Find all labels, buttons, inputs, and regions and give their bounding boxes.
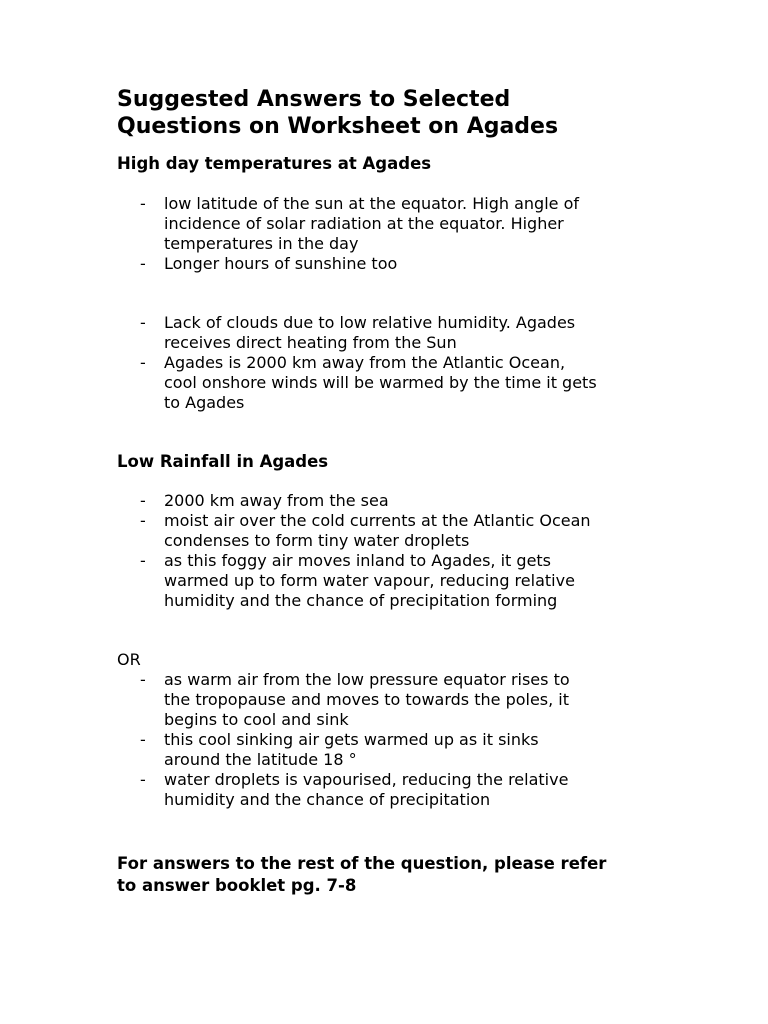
rainfall-list-a bbox=[137, 491, 677, 611]
list-item-line: the tropopause and moves to towards the poles, it bbox=[164, 690, 570, 709]
section-heading-rainfall: Low Rainfall in Agades bbox=[117, 452, 329, 471]
temperature-list-b bbox=[137, 313, 677, 413]
section-heading-temperatures: High day temperatures at Agades bbox=[117, 154, 432, 173]
list-item-line: Agades is 2000 km away from the Atlantic Ocean, bbox=[164, 353, 566, 372]
list-item-line: around the latitude 18 ° bbox=[164, 750, 357, 769]
list-item bbox=[137, 770, 677, 810]
list-item bbox=[137, 670, 677, 730]
list-item bbox=[137, 511, 677, 551]
list-item-line: warmed up to form water vapour, reducing relative bbox=[164, 571, 575, 590]
list-item-line: moist air over the cold currents at the Atlantic Ocean bbox=[164, 511, 591, 530]
list-item-line: receives direct heating from the Sun bbox=[164, 333, 457, 352]
footer-note bbox=[117, 853, 717, 897]
bullet-dash: - bbox=[140, 511, 146, 530]
bullet-dash: - bbox=[140, 254, 146, 273]
list-item bbox=[137, 353, 677, 413]
bullet-dash: - bbox=[140, 353, 146, 372]
footer-line-1: For answers to the rest of the question, please refer bbox=[117, 854, 607, 873]
bullet-dash: - bbox=[140, 670, 146, 689]
list-item-line: water droplets is vapourised, reducing the relative bbox=[164, 770, 569, 789]
list-item-line: as this foggy air moves inland to Agades, it gets bbox=[164, 551, 552, 570]
bullet-dash: - bbox=[140, 313, 146, 332]
list-item-line: temperatures in the day bbox=[164, 234, 359, 253]
list-item bbox=[137, 551, 677, 611]
list-item-line: Lack of clouds due to low relative humidity. Agades bbox=[164, 313, 576, 332]
list-item bbox=[137, 194, 677, 254]
list-item-line: begins to cool and sink bbox=[164, 710, 349, 729]
list-item-line: incidence of solar radiation at the equator. Higher bbox=[164, 214, 564, 233]
or-label: OR bbox=[117, 650, 141, 669]
bullet-dash: - bbox=[140, 770, 146, 789]
list-item-line: cool onshore winds will be warmed by the time it gets bbox=[164, 373, 597, 392]
list-item-line: condenses to form tiny water droplets bbox=[164, 531, 470, 550]
title-line-1: Suggested Answers to Selected bbox=[117, 87, 511, 112]
temperature-list-a bbox=[137, 194, 677, 274]
bullet-dash: - bbox=[140, 491, 146, 510]
list-item-line: humidity and the chance of precipitation forming bbox=[164, 591, 558, 610]
bullet-dash: - bbox=[140, 551, 146, 570]
list-item-line: Longer hours of sunshine too bbox=[164, 254, 398, 273]
list-item-line: as warm air from the low pressure equator rises to bbox=[164, 670, 570, 689]
bullet-dash: - bbox=[140, 730, 146, 749]
list-item-line: this cool sinking air gets warmed up as it sinks bbox=[164, 730, 539, 749]
list-item-line: humidity and the chance of precipitation bbox=[164, 790, 491, 809]
list-item-line: to Agades bbox=[164, 393, 245, 412]
page-title bbox=[117, 86, 717, 140]
list-item-line: 2000 km away from the sea bbox=[164, 491, 389, 510]
list-item bbox=[137, 730, 677, 770]
list-item bbox=[137, 313, 677, 353]
bullet-dash: - bbox=[140, 194, 146, 213]
title-line-2: Questions on Worksheet on Agades bbox=[117, 114, 559, 139]
list-item bbox=[137, 491, 677, 511]
list-item-line: low latitude of the sun at the equator. High angle of bbox=[164, 194, 579, 213]
rainfall-list-b bbox=[137, 670, 677, 810]
footer-line-2: to answer booklet pg. 7-8 bbox=[117, 876, 357, 895]
list-item bbox=[137, 254, 677, 274]
